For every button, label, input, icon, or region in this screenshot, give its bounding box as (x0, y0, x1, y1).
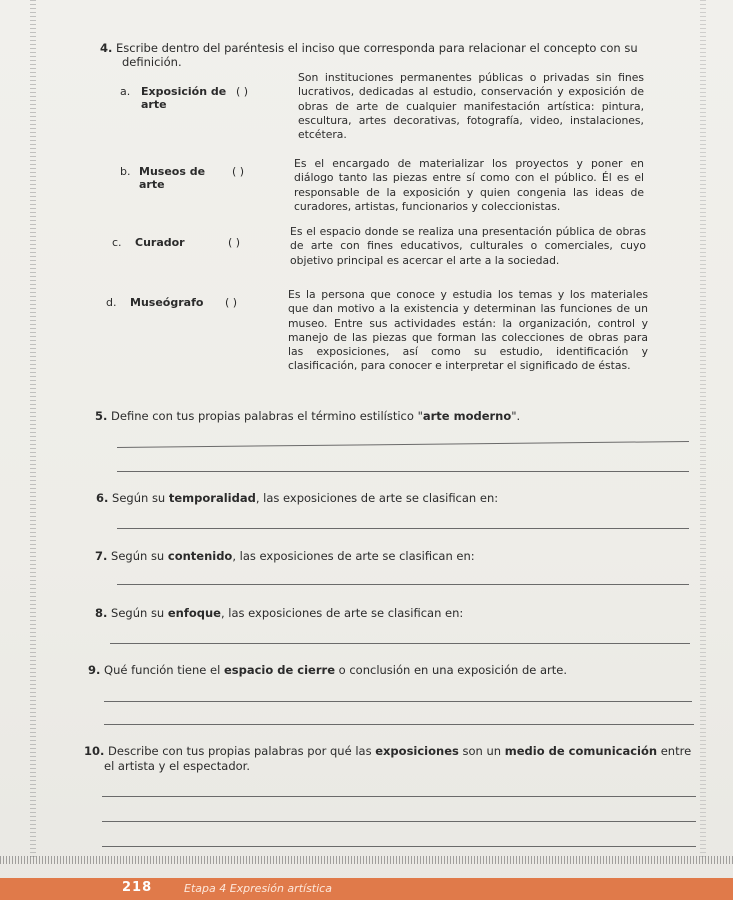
q6-prompt: 6. Según su temporalidad, las exposiciones de arte se clasifican en: (96, 491, 499, 505)
item-c-definition: Es el espacio donde se realiza una presentación pública de obras de arte con fines educativos, culturales o comerciales, cuyo objetivo principal es acercar el arte a la sociedad. (290, 225, 646, 267)
q10-prompt-line2: el artista y el espectador. (104, 759, 250, 773)
binding-edge-left (30, 0, 36, 860)
item-a-term: Exposición de arte (141, 85, 227, 111)
q9-answer-line-2[interactable] (104, 724, 694, 725)
perforation-edge (0, 856, 733, 864)
q5-answer-line-2[interactable] (117, 471, 689, 472)
q9-answer-line-1[interactable] (104, 701, 692, 702)
page-number: 218 (122, 880, 153, 895)
item-d-definition: Es la persona que conoce y estudia los temas y los materiales que dan motivo a la existencia y determinan las funciones de un museo. Entre sus actividades están: la organización, control y manejo de las piezas que forman las colecciones de obras para las exposiciones, así como su estudio, identificación y clasificación, para conocer e interpretar el significado de éstas. (288, 288, 648, 373)
item-d-letter: d. (106, 296, 117, 309)
q7-answer-line[interactable] (117, 584, 689, 585)
item-c-term: Curador (135, 236, 185, 249)
page-footer (0, 878, 733, 900)
q8-answer-line[interactable] (110, 643, 690, 644)
q6-answer-line[interactable] (117, 528, 689, 529)
item-a-definition: Son instituciones permanentes públicas o privadas sin fines lucrativos, dedicadas al estudio, conservación y exposición de obras de arte de cualquier manifestación artística: pintura, escultura, artes decorativas, fotografía, video, instalaciones, etcétera. (298, 71, 644, 142)
item-a-letter: a. (120, 85, 131, 98)
item-b-answer-parens[interactable]: ( ) (232, 165, 245, 178)
q10-answer-line-2[interactable] (102, 821, 696, 822)
q7-prompt: 7. Según su contenido, las exposiciones de arte se clasifican en: (95, 549, 475, 563)
item-d-answer-parens[interactable]: ( ) (225, 296, 238, 309)
q4-prompt-line1: 4. Escribe dentro del paréntesis el inciso que corresponda para relacionar el concepto con su (100, 41, 638, 55)
q4-prompt-line2: definición. (122, 55, 182, 69)
item-b-letter: b. (120, 165, 131, 178)
item-b-definition: Es el encargado de materializar los proyectos y poner en diálogo tanto las piezas entre sí como con el público. Él es el responsable de la exposición y quien congenia las ideas de curadores, artistas, funcionarios y coleccionistas. (294, 157, 644, 213)
q10-answer-line-3[interactable] (102, 846, 696, 847)
q8-prompt: 8. Según su enfoque, las exposiciones de arte se clasifican en: (95, 606, 464, 620)
q9-prompt: 9. Qué función tiene el espacio de cierre o conclusión en una exposición de arte. (88, 663, 568, 677)
item-d-term: Museógrafo (130, 296, 204, 309)
footer-title: Etapa 4 Expresión artística (184, 882, 332, 895)
item-c-answer-parens[interactable]: ( ) (228, 236, 241, 249)
q10-prompt-line1: 10. Describe con tus propias palabras por qué las exposiciones son un medio de comunicación entre (84, 744, 692, 758)
item-c-letter: c. (112, 236, 122, 249)
q5-answer-line-1[interactable] (117, 441, 689, 448)
item-b-term: Museos de arte (139, 165, 206, 191)
item-a-answer-parens[interactable]: ( ) (236, 85, 249, 98)
q5-prompt: 5. Define con tus propias palabras el término estilístico "arte moderno". (95, 409, 521, 423)
q10-answer-line-1[interactable] (102, 796, 696, 797)
binding-edge-right (700, 0, 706, 860)
